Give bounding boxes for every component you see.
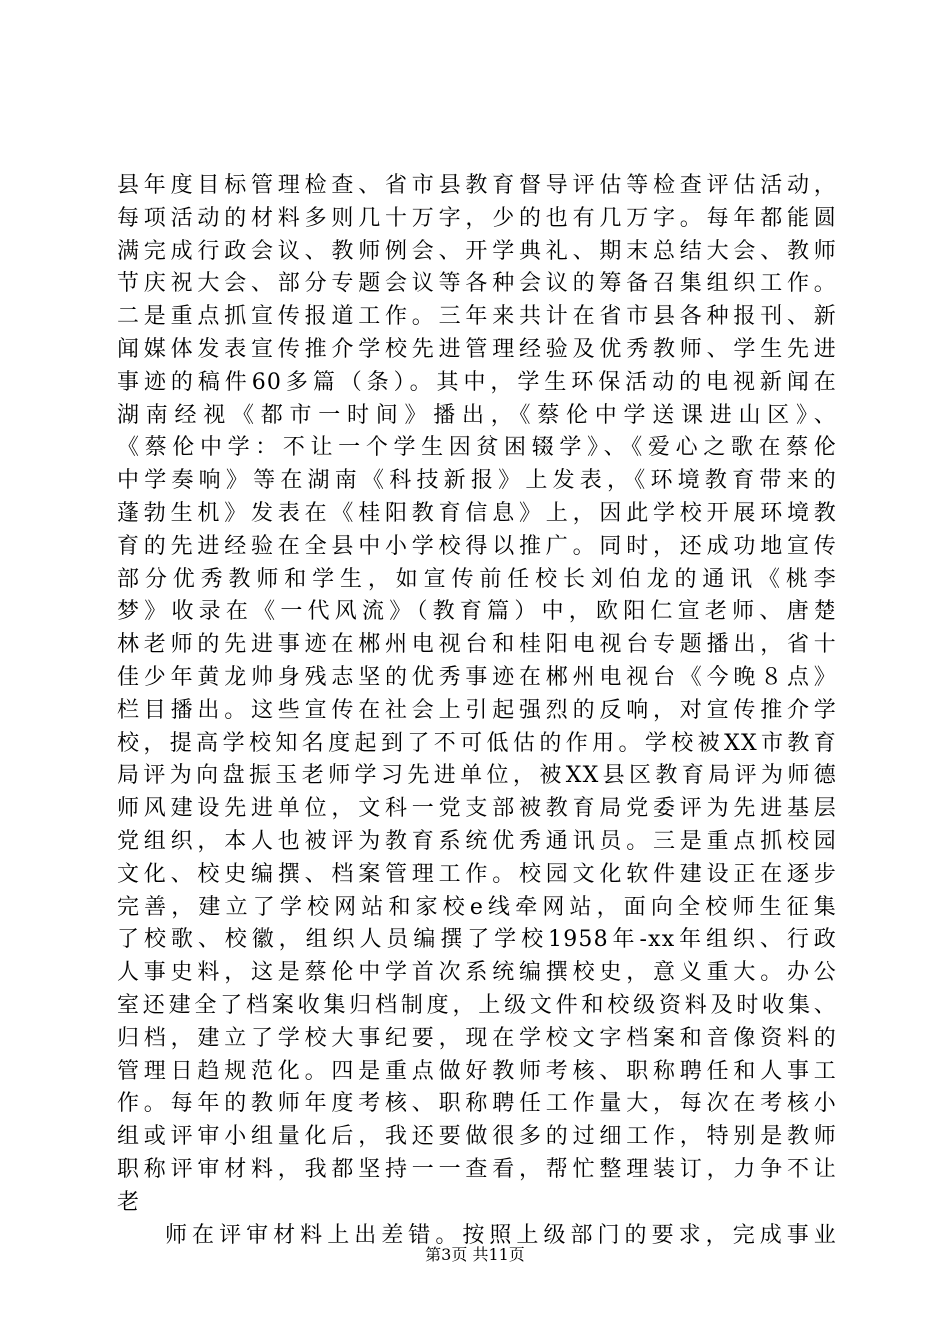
text-line: 蓬勃生机》发表在《桂阳教育信息》上，因此学校开展环境教 xyxy=(117,500,837,526)
text-line: 了校歌、校徽，组织人员编撰了学校1958年-xx年组织、行政 xyxy=(117,927,837,953)
page-footer: 第3页 共11页 xyxy=(425,1245,525,1264)
text-line: 归档，建立了学校大事纪要，现在学校文字档案和音像资料的 xyxy=(117,1025,837,1051)
text-line: 栏目播出。这些宣传在社会上引起强烈的反响，对宣传推介学 xyxy=(117,697,837,723)
text-line: 《蔡伦中学：不让一个学生因贫困辍学》、《爱心之歌在蔡伦 xyxy=(117,435,837,461)
text-line: 室还建全了档案收集归档制度，上级文件和校级资料及时收集、 xyxy=(117,992,837,1018)
text-line: 县年度目标管理检查、省市县教育督导评估等检查评估活动， xyxy=(117,173,837,198)
text-line: 节庆祝大会、部分专题会议等各种会议的筹备召集组织工作。 xyxy=(117,271,837,297)
text-line: 师在评审材料上出差错。按照上级部门的要求，完成事业 xyxy=(165,1222,837,1248)
text-line: 林老师的先进事迹在郴州电视台和桂阳电视台专题播出，省十 xyxy=(117,632,837,658)
text-line: 管理日趋规范化。四是重点做好教师考核、职称聘任和人事工 xyxy=(117,1058,837,1084)
text-line: 作。每年的教师年度考核、职称聘任工作量大，每次在考核小 xyxy=(117,1091,837,1117)
text-line: 党组织，本人也被评为教育系统优秀通讯员。三是重点抓校园 xyxy=(117,828,837,854)
text-line: 中学奏响》等在湖南《科技新报》上发表，《环境教育带来的 xyxy=(117,468,837,494)
text-line: 湖南经视《都市一时间》播出，《蔡伦中学送课进山区》、 xyxy=(117,402,837,428)
text-line: 闻媒体发表宣传推介学校先进管理经验及优秀教师、学生先进 xyxy=(117,336,837,362)
body-text xyxy=(117,170,837,1252)
text-line: 梦》收录在《一代风流》（教育篇）中，欧阳仁宣老师、唐楚 xyxy=(117,599,837,625)
text-line: 师风建设先进单位，文科一党支部被教育局党委评为先进基层 xyxy=(117,796,837,822)
text-line: 每项活动的材料多则几十万字，少的也有几万字。每年都能圆 xyxy=(117,205,837,231)
text-line: 局评为向盘振玉老师学习先进单位，被XX县区教育局评为师德 xyxy=(117,763,837,789)
text-line: 组或评审小组量化后，我还要做很多的过细工作，特别是教师 xyxy=(117,1124,837,1150)
text-line: 老 xyxy=(117,1189,141,1215)
text-line: 校，提高学校知名度起到了不可低估的作用。学校被XX市教育 xyxy=(117,730,837,756)
text-line: 育的先进经验在全县中小学校得以推广。同时，还成功地宣传 xyxy=(117,533,837,559)
text-line: 事迹的稿件60多篇（条）。其中，学生环保活动的电视新闻在 xyxy=(117,369,837,395)
text-line: 职称评审材料，我都坚持一一查看，帮忙整理装订，力争不让 xyxy=(117,1156,837,1182)
text-line: 部分优秀教师和学生，如宣传前任校长刘伯龙的通讯《桃李 xyxy=(117,566,837,592)
text-line: 人事史料，这是蔡伦中学首次系统编撰校史，意义重大。办公 xyxy=(117,960,837,986)
text-line: 完善，建立了学校网站和家校e线牵网站，面向全校师生征集 xyxy=(117,894,837,920)
text-line: 二是重点抓宣传报道工作。三年来共计在省市县各种报刊、新 xyxy=(117,304,837,330)
text-line: 满完成行政会议、教师例会、开学典礼、期末总结大会、教师 xyxy=(117,238,837,264)
text-line: 文化、校史编撰、档案管理工作。校园文化软件建设正在逐步 xyxy=(117,861,837,887)
text-line: 佳少年黄龙帅身残志坚的优秀事迹在郴州电视台《今晚８点》 xyxy=(117,664,837,690)
